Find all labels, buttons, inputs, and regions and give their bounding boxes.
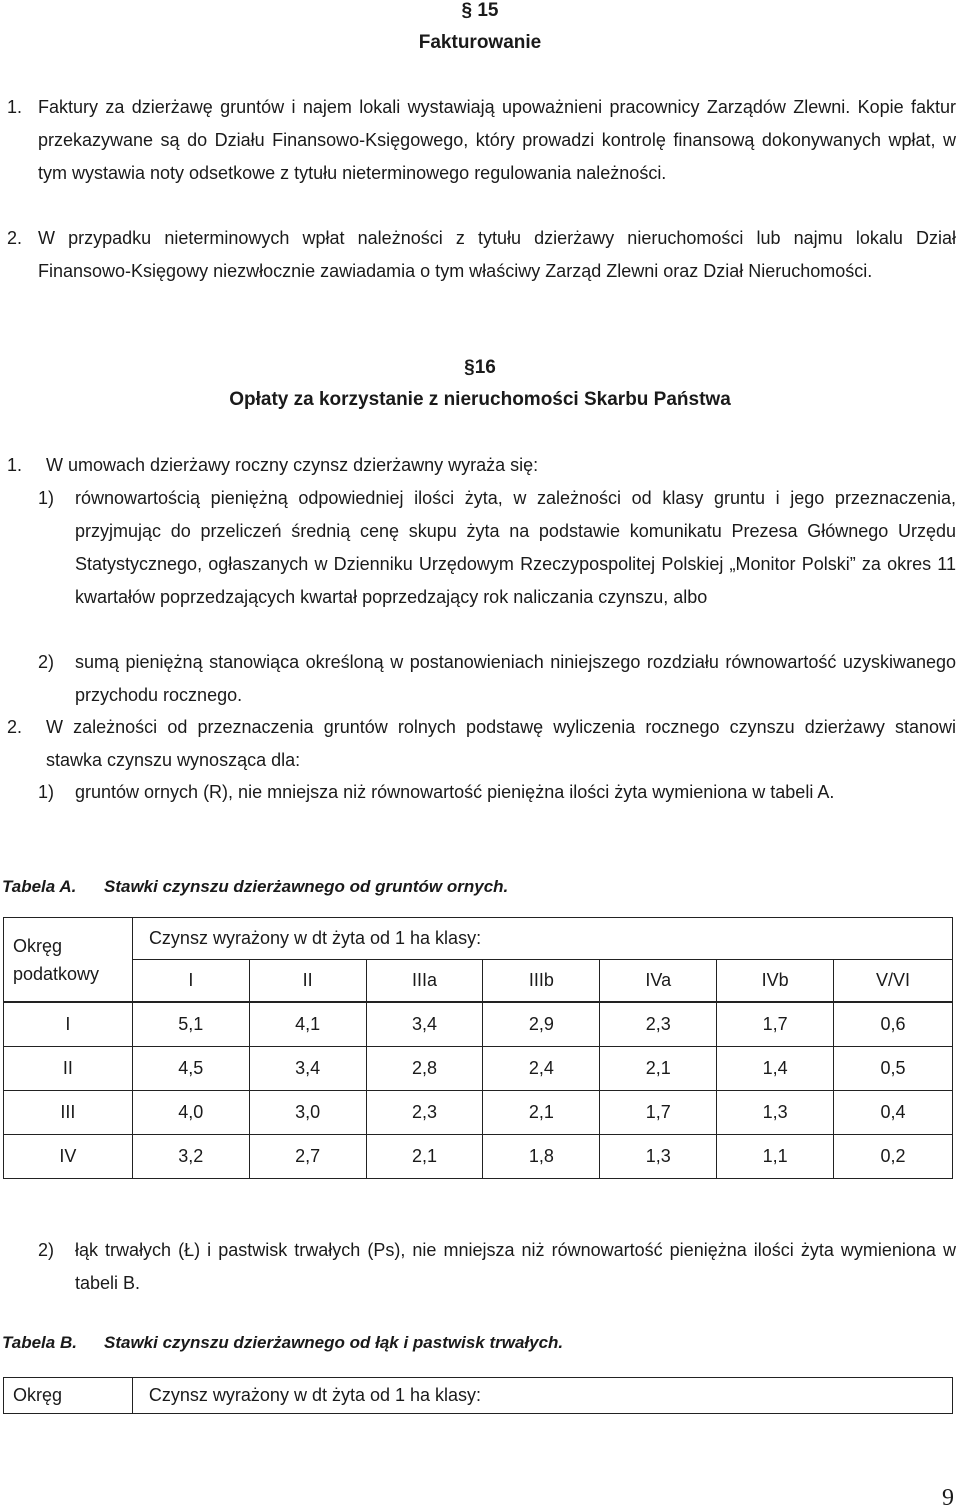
table-a-value-cell: 2,7: [249, 1135, 366, 1179]
s15-item2-text: [38, 222, 956, 288]
s16-p1-sub2-text: sumą pieniężną stanowiąca określoną w postanowieniach niniejszego rozdziału równowartość uzyskiwanego przychodu rocznego.: [75, 652, 956, 705]
s15-item1-text: [38, 91, 956, 190]
table-a-district-cell: IV: [4, 1135, 133, 1179]
table-a-class-header: IIIb: [483, 960, 600, 1002]
s16-p1-sub1-number: 1): [38, 488, 55, 508]
table-b-label: Tabela B.: [2, 1333, 77, 1352]
table-a-class-header: IVa: [600, 960, 717, 1002]
table-a-body: [3, 1002, 953, 1179]
s16-p2-number: 2.: [7, 717, 23, 737]
table-a-district-cell: II: [4, 1047, 133, 1091]
s16-p1-sub2-number: 2): [38, 652, 55, 672]
table-a-value-cell: 4,5: [132, 1047, 249, 1091]
table-a-value-cell: 2,1: [366, 1135, 483, 1179]
table-row: [4, 1091, 953, 1135]
table-a: [3, 917, 953, 1002]
section-16-number: §16: [464, 357, 496, 378]
s16-p2-sub1-number: 1): [38, 782, 55, 802]
section-15-number: § 15: [461, 0, 499, 21]
table-a-value-cell: 1,1: [717, 1135, 834, 1179]
s16-p1-sub1-text: równowartością pieniężną odpowiedniej ilości żyta, w zależności od klasy gruntu i jego przeznaczenia, przyjmując do przeliczeń średnią cenę skupu żyta na podstawie komunikatu Prezesa Głównego Urzędu Statystycznego, ogłaszanych w Dzienniku Urzędowym Rzeczypospolitej Polskiej „Monitor Polski” za okres 11 kwartałów poprzedzających kwartał poprzedzający rok naliczania czynszu, albo: [75, 488, 956, 607]
table-a-class-header: IVb: [717, 960, 834, 1002]
table-a-value-cell: 0,4: [834, 1091, 953, 1135]
table-b-header-district: Okręg: [4, 1378, 133, 1414]
table-row: [4, 1135, 953, 1179]
table-a-value-cell: 2,4: [483, 1047, 600, 1091]
s16-p1-text: W umowach dzierżawy roczny czynsz dzierżawny wyraża się:: [46, 455, 539, 475]
table-a-value-cell: 1,7: [717, 1003, 834, 1047]
table-a-label: Tabela A.: [2, 877, 77, 896]
table-a-value-cell: 5,1: [132, 1003, 249, 1047]
table-a-class-header: IIIa: [366, 960, 483, 1002]
table-a-value-cell: 2,1: [600, 1047, 717, 1091]
table-a-value-cell: 3,2: [132, 1135, 249, 1179]
table-a-value-cell: 1,3: [717, 1091, 834, 1135]
table-a-value-cell: 3,4: [366, 1003, 483, 1047]
table-a-value-cell: 1,4: [717, 1047, 834, 1091]
table-a-header-district: Okręg podatkowy: [4, 918, 133, 1002]
table-a-header-rate: Czynsz wyrażony w dt żyta od 1 ha klasy:: [132, 918, 952, 960]
table-a-caption: Stawki czynszu dzierżawnego od gruntów ornych.: [104, 877, 509, 896]
table-a-value-cell: 4,0: [132, 1091, 249, 1135]
s15-item1-number: 1.: [7, 97, 23, 117]
table-a-value-cell: 2,9: [483, 1003, 600, 1047]
s16-p2-sub2-number: 2): [38, 1240, 55, 1260]
section-16-title: Opłaty za korzystanie z nieruchomości Skarbu Państwa: [229, 389, 731, 410]
s16-p2-sub2-text: łąk trwałych (Ł) i pastwisk trwałych (Ps), nie mniejsza niż równowartość pieniężna ilości żyta wymieniona w tabeli B.: [75, 1240, 956, 1293]
table-a-class-header: V/VI: [834, 960, 953, 1002]
table-a-class-header: II: [249, 960, 366, 1002]
table-a-value-cell: 0,5: [834, 1047, 953, 1091]
s16-p2-sub1-text: gruntów ornych (R), nie mniejsza niż równowartość pieniężna ilości żyta wymieniona w tabeli A.: [75, 782, 835, 802]
table-row: [4, 1047, 953, 1091]
table-a-class-header: I: [132, 960, 249, 1002]
table-a-value-cell: 1,3: [600, 1135, 717, 1179]
table-a-value-cell: 2,8: [366, 1047, 483, 1091]
section-15-title: Fakturowanie: [418, 32, 542, 53]
table-a-value-cell: 2,3: [600, 1003, 717, 1047]
table-a-value-cell: 0,2: [834, 1135, 953, 1179]
table-a-value-cell: 0,6: [834, 1003, 953, 1047]
table-a-value-cell: 1,8: [483, 1135, 600, 1179]
table-a-value-cell: 2,3: [366, 1091, 483, 1135]
table-a-value-cell: 3,0: [249, 1091, 366, 1135]
table-a-value-cell: 3,4: [249, 1047, 366, 1091]
s16-p1-number: 1.: [7, 455, 23, 475]
table-a-district-cell: I: [4, 1003, 133, 1047]
page-number: 9: [942, 1485, 954, 1511]
table-a-value-cell: 4,1: [249, 1003, 366, 1047]
table-a-district-cell: III: [4, 1091, 133, 1135]
table-a-class-row: [4, 960, 953, 1002]
table-a-value-cell: 2,1: [483, 1091, 600, 1135]
table-row: [4, 1003, 953, 1047]
table-b-caption: Stawki czynszu dzierżawnego od łąk i pastwisk trwałych.: [104, 1333, 564, 1352]
s15-item2-number: 2.: [7, 228, 23, 248]
table-b-header-rate: Czynsz wyrażony w dt żyta od 1 ha klasy:: [132, 1378, 952, 1414]
s15-item2-body: W przypadku nieterminowych wpłat należności z tytułu dzierżawy nieruchomości lub najmu lokalu Dział Finansowo-Księgowy niezwłocznie zawiadamia o tym właściwy Zarząd Zlewni oraz Dział Nieruchomości.: [38, 228, 956, 281]
table-a-value-cell: 1,7: [600, 1091, 717, 1135]
s16-p2-text: W zależności od przeznaczenia gruntów rolnych podstawę wyliczenia rocznego czynszu dzierżawy stanowi stawka czynszu wynosząca dla:: [46, 717, 956, 770]
table-b: [3, 1377, 953, 1414]
s15-item1-body: Faktury za dzierżawę gruntów i najem lokali wystawiają upoważnieni pracownicy Zarządów Zlewni. Kopie faktur przekazywane są do Działu Finansowo-Księgowego, który prowadzi kontrolę finansową dokonywanych wpłat, w tym wystawia noty odsetkowe z tytułu nieterminowego regulowania należności.: [38, 97, 956, 183]
